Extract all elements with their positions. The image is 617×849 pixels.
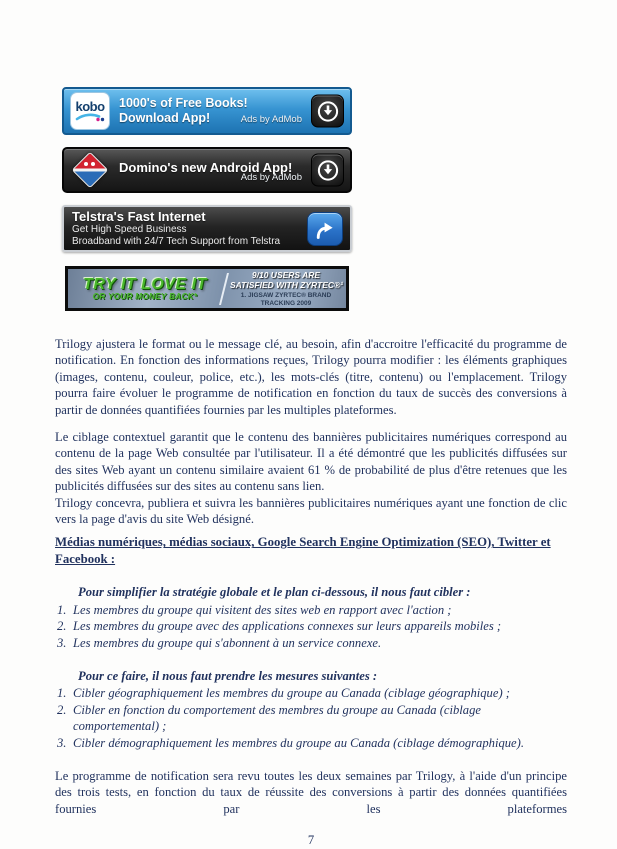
list-number: 1. [57, 686, 67, 701]
telstra-ad-headline: Telstra's Fast Internet [72, 208, 206, 224]
kobo-ad-banner[interactable] [62, 87, 352, 135]
zyrtec-subline: OR YOUR MONEY BACK* [92, 291, 198, 301]
list-text: Les membres du groupe avec des applications connexes sur leurs appareils mobiles ; [73, 619, 502, 634]
zyrtec-ad-left [72, 277, 218, 301]
zyrtec-claim-line2: SATISFIED WITH ZYRTEC®¹ [230, 280, 344, 290]
telstra-ad-line2: Get High Speed Business [72, 223, 187, 235]
list-number: 2. [57, 702, 67, 717]
list-number: 3. [57, 635, 67, 650]
kobo-ad-text [119, 96, 248, 126]
list-item [55, 685, 567, 701]
dominos-ad-title: Domino's new Android App! [119, 159, 293, 175]
zyrtec-claim-line1: 9/10 USERS ARE [251, 270, 321, 280]
download-button[interactable] [311, 95, 344, 128]
paragraph-banner-click: Trilogy concevra, publiera et suivra les bannières publicitaires numériques ayant une fonction de clic vers la page d'avis du site Web désigné. [55, 495, 567, 527]
kobo-swoosh-icon [75, 113, 105, 122]
telstra-ad-text [72, 210, 280, 248]
kobo-ad-line2: Download App! [119, 111, 211, 125]
paragraph-contextual-targeting: Le ciblage contextuel garantit que le contenu des bannières publicitaires numériques correspond au contenu de la page Web consultée par l'utilisateur. Il a été démontré que les publicités diffusées sur des sites Web ayant un contenu similaire avaient 61 % de probabilité de plus d'être retenues que les publicités diffusées sur des sites au contenu sans lien. [55, 430, 567, 494]
paragraph-format-adjustment: Trilogy ajustera le format ou le message clé, au besoin, afin d'accroitre l'efficacité du programme de notification. En fonction des informations reçues, Trilogy pourra modifier : les éléments graphiques (images, contenu, couleur, police, etc.), les mots-clés (titre, contenu) ou l'emplacement. Trilogy pourra faire évoluer le programme de notification en fonction du taux de succès des conversions à partir de données quantifiées fournies par les multiples plateformes. [55, 337, 567, 417]
list-number: 1. [57, 602, 67, 617]
download-icon [315, 157, 341, 183]
measures-list [55, 685, 567, 751]
list-text: Cibler démographiquement les membres du groupe au Canada (ciblage démographique). [73, 735, 524, 750]
list-text: Cibler en fonction du comportement des membres du groupe au Canada (ciblage comportemental) ; [73, 702, 481, 734]
kobo-ad-line1: 1000's of Free Books! [119, 96, 248, 110]
list-number: 2. [57, 619, 67, 634]
zyrtec-footnote-line1: 1. JIGSAW ZYRTEC® BRAND [240, 292, 332, 299]
subheading-measures: Pour ce faire, il nous faut prendre les mesures suivantes : [78, 668, 378, 683]
list-text: Les membres du groupe qui s'abonnent à un service connexe. [73, 635, 382, 650]
list-text: Cibler géographiquement les membres du groupe au Canada (ciblage géographique) ; [73, 686, 510, 701]
zyrtec-ad-banner[interactable] [65, 266, 349, 311]
list-item [55, 635, 567, 651]
document-body [0, 336, 617, 849]
ads-by-admob-label: Ads by AdMob [240, 172, 302, 183]
targeting-list [55, 602, 567, 651]
list-item [55, 602, 567, 618]
zyrtec-divider [219, 273, 229, 305]
list-item [55, 735, 567, 751]
download-button[interactable] [311, 154, 344, 187]
subheading-targeting: Pour simplifier la stratégie globale et le plan ci-dessous, il nous faut cibler : [78, 585, 471, 600]
download-icon [315, 98, 341, 124]
ads-by-admob-label: Ads by AdMob [240, 114, 302, 125]
list-text: Les membres du groupe qui visitent des sites web en rapport avec l'action ; [73, 602, 452, 617]
zyrtec-ad-right [230, 270, 342, 307]
zyrtec-footnote-line2: TRACKING 2009 [260, 299, 312, 307]
kobo-logo [70, 92, 110, 130]
list-item [55, 702, 567, 735]
ad-banner-stack [62, 87, 352, 311]
dominos-logo-icon [70, 150, 110, 190]
paragraph-review-program: Le programme de notification sera revu toutes les deux semaines par Trilogy, à l'aide d'un principe des trois tests, en fonction du taux de réussite des conversions à partir des données quantifiées fournies par les plateformes [55, 768, 567, 816]
share-arrow-icon [313, 218, 337, 240]
zyrtec-headline: TRY IT LOVE IT [83, 275, 207, 293]
page-number: 7 [307, 833, 315, 848]
telstra-ad-line3: Broadband with 24/7 Tech Support from Telstra [72, 235, 281, 247]
telstra-ad-banner[interactable] [62, 205, 352, 252]
section-heading-digital-media: Médias numériques, médias sociaux, Google Search Engine Optimization (SEO), Twitter et Facebook : [55, 535, 551, 566]
go-arrow-button[interactable] [307, 212, 343, 246]
list-item [55, 618, 567, 634]
dominos-ad-banner[interactable] [62, 147, 352, 193]
kobo-logo-text: kobo [75, 98, 105, 114]
list-number: 3. [57, 735, 67, 750]
